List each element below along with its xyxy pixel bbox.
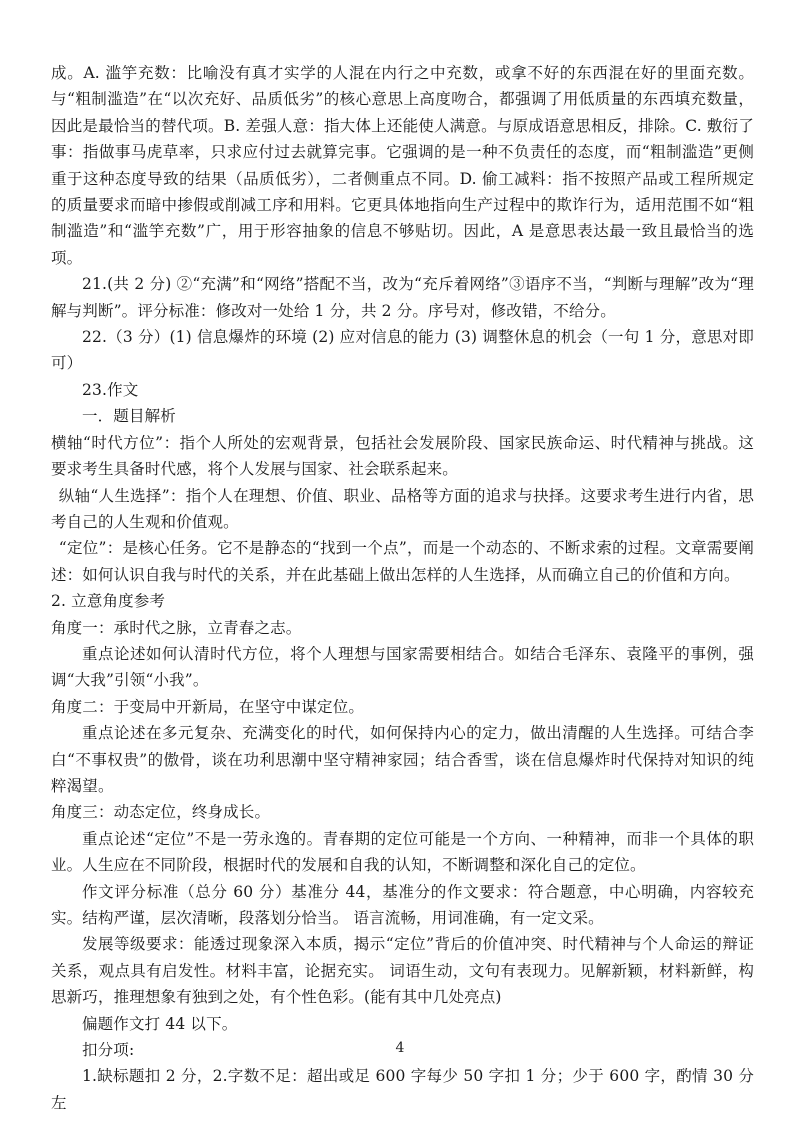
document-body — [51, 60, 754, 1116]
paragraph: 重点论述“定位”不是一劳永逸的。青春期的定位可能是一个方向、一种精神，而非一个具体的职业。人生应在不同阶段，根据时代的发展和自我的认知，不断调整和深化自己的定位。 — [51, 829, 754, 875]
paragraph: 1.缺标题扣 2 分，2.字数不足：超出或足 600 字每少 50 字扣 1 分；少于 600 字，酌情 30 分左 — [51, 1067, 754, 1112]
paragraph: 作文评分标准（总分 60 分）基准分 44，基准分的作文要求：符合题意，中心明确，内容较充实。结构严谨，层次清晰，段落划分恰当。 语言流畅，用词准确，有一定文采。 — [51, 882, 754, 927]
paragraph: 角度一：承时代之脉，立青春之志。 — [51, 618, 302, 637]
paragraph: 重点论述在多元复杂、充满变化的时代，如何保持内心的定力，做出清醒的人生选择。可结合李白“不事权贵”的傲骨，谈在功利思潮中坚守精神家园；结合香雪，谈在信息爆炸时代保持对知识的纯粹渴望。 — [51, 724, 754, 795]
paragraph: 角度三：动态定位，终身成长。 — [51, 803, 271, 822]
paragraph: 成。A. 滥竽充数：比喻没有真才实学的人混在内行之中充数，或拿不好的东西混在好的里面充数。与“粗制滥造”在“以次充好、品质低劣”的核心意思上高度吻合，都强调了用低质量的东西填充数量，因此是最恰当的替代项。B. 差强人意：指大体上还能使人满意。与原成语意思相反，排除。C. 敷衍了事：指做事马虎草率，只求应付过去就算完事。它强调的是一种不负责任的态度，而“粗制滥造”更侧重于这种态度导致的结果（品质低劣），二者侧重点不同。D. 偷工减料：指不按照产品或工程所规定的质量要求而暗中掺假或削减工序和用料。它更具体地指向生产过程中的欺诈行为，适用范围不如“粗制滥造”和“滥竽充数”广，用于形容抽象的信息不够贴切。因此，A 是意思表达最一致且最恰当的选项。 — [51, 64, 754, 267]
paragraph: 一．题目解析 — [82, 407, 176, 426]
page-number: 4 — [395, 1040, 405, 1056]
paragraph: 偏题作文打 44 以下。 — [82, 1014, 238, 1033]
paragraph: 21.(共 2 分) ②“充满”和“网络”搭配不当，改为“充斥着网络”③语序不当，“判断与理解”改为“理解与判断”。评分标准：修改对一处给 1 分，共 2 分。序号对，修改错，不给分。 — [51, 275, 754, 320]
paragraph: 横轴“时代方位”：指个人所处的宏观背景，包括社会发展阶段、国家民族命运、时代精神与挑战。这要求考生具备时代感，将个人发展与国家、社会联系起来。 — [51, 433, 754, 479]
paragraph: 发展等级要求：能透过现象深入本质，揭示“定位”背后的价值冲突、时代精神与个人命运的辩证关系，观点具有启发性。材料丰富，论据充实。 词语生动，文句有表现力。见解新颖，材料新鲜，构思新巧，推理想象有独到之处，有个性色彩。(能有其中几处亮点) — [51, 935, 754, 1007]
paragraph: 22.（3 分）(1) 信息爆炸的环境 (2) 应对信息的能力 (3) 调整休息的机会（一句 1 分，意思对即可） — [51, 328, 754, 373]
paragraph: 纵轴“人生选择”：指个人在理想、价值、职业、品格等方面的追求与抉择。这要求考生进行内省，思考自己的人生观和价值观。 — [51, 486, 754, 531]
paragraph: 2. 立意角度参考 — [51, 592, 166, 611]
paragraph: 角度二：于变局中开新局，在坚守中谋定位。 — [51, 697, 365, 716]
paragraph: “定位”：是核心任务。它不是静态的“找到一个点”，而是一个动态的、不断求索的过程。文章需要阐述：如何认识自我与时代的关系，并在此基础上做出怎样的人生选择，从而确立自己的价值和方向。 — [51, 539, 754, 584]
paragraph: 重点论述如何认清时代方位，将个人理想与国家需要相结合。如结合毛泽东、袁隆平的事例，强调“大我”引领“小我”。 — [51, 644, 754, 690]
paragraph: 扣分项: — [82, 1041, 135, 1060]
paragraph: 23.作文 — [82, 380, 139, 399]
